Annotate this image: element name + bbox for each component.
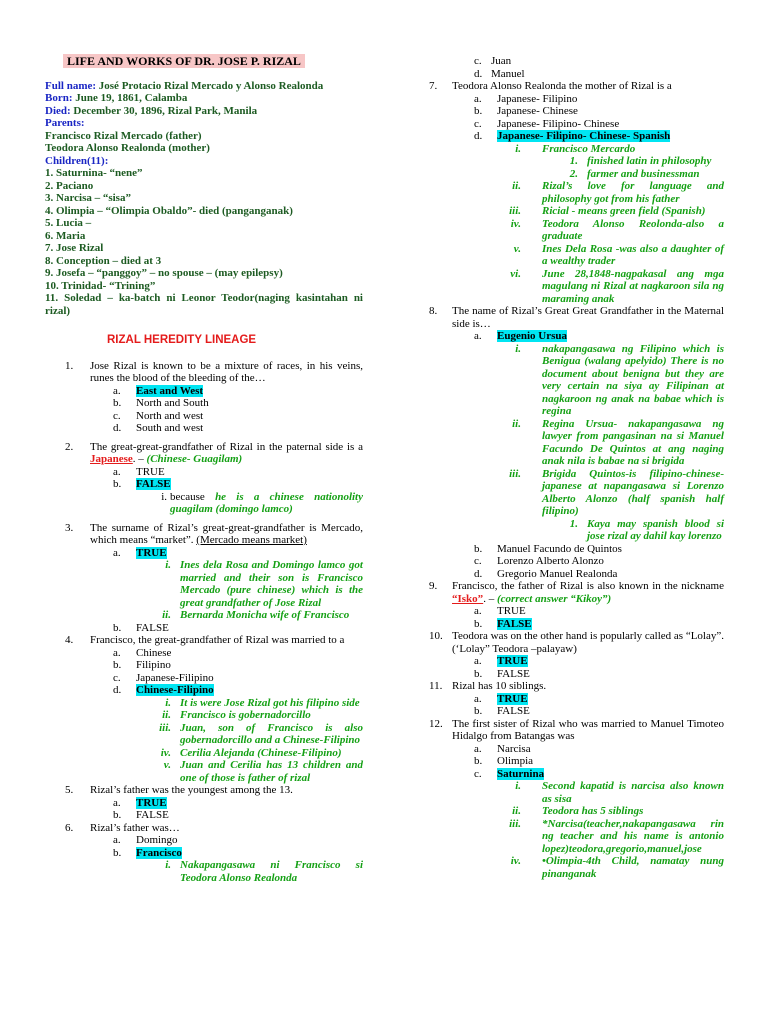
child-item: 7. Jose Rizal: [45, 242, 104, 254]
question-9: 9. Francisco, the father of Rizal is also known in the nickname “Isko”. – (correct answer “Kikoy”): [429, 580, 724, 605]
option: b. Filipino: [113, 659, 171, 671]
sub-note: iv. Teodora Alonso Reolonda-also a graduate: [510, 217, 724, 242]
option: b. Francisco: [113, 846, 182, 859]
option: a. TRUE: [113, 465, 165, 478]
child-item: 1. Saturnina- “nene”: [45, 167, 143, 179]
option: c. North and west: [113, 409, 204, 422]
sub-note: ii. Bernarda Monicha wife of Francisco: [162, 609, 350, 621]
child-item: 6. Maria: [45, 229, 86, 242]
child-item: 9. Josefa – “panggoy” – no spouse – (may epilepsy): [45, 267, 283, 279]
sub-note: i. Nakapangasawa ni Francisco si Teodora Alonso Realonda: [165, 859, 363, 884]
sub-sub-note: 1. Kaya may spanish blood si jose rizal ay dahil kay lorenzo: [569, 517, 724, 542]
sub-note: ii. Rizal’s love for language and philosophy got from his father: [512, 180, 724, 205]
bio-block: Full name: José Protacio Rizal Mercado y Alonso Realonda Born: June 19, 1861, Calamba Died: December 30, 1896, Rizal Park, Manila Parents: Francisco Rizal Mercado (father) Teodora Alonso Realonda (mother) Children(11): 1. Saturnina- “nene” 2. Paciano 3. Narcisa – “sisa” 4. Olimpia – “Olimpia Obaldo”- died (panganganak) 5. Lucia – 6. Maria 7. Jose Rizal 8. Conception – died at 3 9. Josefa – “panggoy” – no spouse – (may epilepsy) 10. Trinidad- “Trining” 11. Soledad – ka-batch ni Leonor Teodor(naging kasintahan ni rizal): [45, 79, 363, 317]
question-4: 4. Francisco, the great-grandfather of Rizal was married to a: [65, 634, 345, 646]
option: b. North and South: [113, 397, 209, 409]
sub-note: v. Ines Dela Rosa -was also a daughter of a wealthy trader: [513, 242, 724, 267]
option: c. Lorenzo Alberto Alonzo: [474, 555, 604, 567]
question-8: 8. The name of Rizal’s Great Great Grandfather in the Maternal side is…: [429, 305, 724, 330]
sub-note: ii. Teodora has 5 siblings: [512, 805, 644, 817]
sub-note: iii. Brigida Quintos-is filipino-chinese-japanese at napangasawa si Lorenzo Alberto Alonzo (half spanish half filipino): [509, 467, 724, 517]
question-11: 11. Rizal has 10 siblings.: [429, 680, 547, 692]
question-7: 7. Teodora Alonso Realonda the mother of Rizal is a: [429, 80, 672, 92]
question-6: 6. Rizal’s father was…: [65, 821, 180, 834]
question-2: 2. The great-great-grandfather of Rizal in the paternal side is a Japanese. – (Chinese- Guagilam): [65, 440, 363, 465]
option: b. FALSE: [113, 809, 169, 821]
child-item: 11. Soledad – ka-batch ni Leonor Teodor(naging kasintahan ni rizal): [45, 292, 363, 317]
sub-note: iv. •Olimpia-4th Child, namatay nung pinanganak: [510, 855, 724, 880]
option: a. Narcisa: [474, 742, 531, 755]
sub-sub-note: 1. finished latin in philosophy: [569, 155, 712, 167]
sub-note: iii. Juan, son of Francisco is also gobernadorcillo and a Chinese-Filipino: [159, 721, 363, 746]
question-5: 5. Rizal’s father was the youngest among the 13.: [65, 784, 293, 796]
mother: Teodora Alonso Realonda (mother): [45, 142, 210, 154]
option: c. Saturnina: [474, 767, 545, 780]
question-10: 10. Teodora was on the other hand is popularly called as “Lolay”. (‘Lolay” Teodora –palayaw): [429, 630, 724, 655]
sub-note: iii. *Narcisa(teacher,nakapangasawa rin ng teacher and his name is antonio lopez)teodora,gregorio,manuel,jose: [509, 817, 724, 855]
sub-note: ii. Regina Ursua- nakapangasawa ng lawyer from pangasinan na si Manuel Facundo De Quintos at ang naging anak nila is babae na si brigida: [512, 417, 724, 467]
child-item: 4. Olimpia – “Olimpia Obaldo”- died (panganganak): [45, 204, 293, 217]
option: d. Chinese-Filipino: [113, 684, 214, 696]
child-item: 5. Lucia –: [45, 217, 92, 229]
option: a. TRUE: [474, 655, 528, 667]
father: Francisco Rizal Mercado (father): [45, 129, 202, 142]
question-12: 12. The first sister of Rizal who was married to Manuel Timoteo Hidalgo from Batangas was: [429, 717, 724, 742]
option: a. Domingo: [113, 834, 178, 846]
option: b. FALSE: [474, 667, 530, 680]
question-1: 1. Jose Rizal is known to be a mixture of races, in his veins, runes the blood of the bleeding of the…: [65, 359, 363, 384]
section-heading: RIZAL HEREDITY LINEAGE: [107, 334, 257, 346]
option: c. Juan: [474, 55, 512, 67]
sub-sub-note: 2. farmer and businessman: [569, 167, 700, 180]
right-column: [429, 55, 724, 880]
sub-note: iv. Cerilia Alejanda (Chinese-Filipino): [160, 746, 342, 759]
option: a. TRUE: [113, 546, 167, 559]
option: c. Japanese-Filipino: [113, 671, 214, 684]
question-3: 3. The surname of Rizal’s great-great-grandfather is Mercado, which means “market”. (Mercado means market): [65, 521, 363, 546]
sub-note: i. nakapangasawa ng Filipino which is Benigua (walang apelyido) There is no document about benigna but they are very certain na siya ay Filipinan at nagkaroon ng anak na babae which is regina: [515, 342, 724, 417]
option: a. East and West: [113, 384, 204, 397]
option: b. FALSE: [474, 705, 530, 717]
option: a. TRUE: [474, 692, 528, 705]
page-title: LIFE AND WORKS OF DR. JOSE P. RIZAL: [63, 55, 363, 68]
sub-note: ii. Francisco is gobernadorcillo: [162, 709, 311, 721]
option: a. Chinese: [113, 646, 172, 659]
option: b. FALSE: [113, 478, 171, 490]
sub-note: i. Francisco Mercardo: [515, 142, 636, 155]
option: c. Japanese- Filipino- Chinese: [474, 117, 620, 130]
option: d. Manuel: [474, 67, 525, 80]
child-item: 8. Conception – died at 3: [45, 254, 162, 267]
option: b. Olimpia: [474, 755, 534, 767]
child-item: 3. Narcisa – “sisa”: [45, 192, 131, 204]
option: d. South and west: [113, 422, 204, 434]
option: a. TRUE: [113, 796, 167, 809]
option: b. Manuel Facundo de Quintos: [474, 542, 622, 555]
option: a. TRUE: [474, 605, 526, 617]
left-column: [45, 0, 363, 884]
sub-note: iii. Ricial - means green field (Spanish): [509, 205, 706, 217]
sub-note: i. Ines dela Rosa and Domingo lamco got married and their son is Francisco Mercado (pure chinese) which is the great grandfather of Jose Rizal: [165, 559, 363, 609]
option: b. FALSE: [113, 621, 169, 634]
option: a. Eugenio Ursua: [474, 330, 567, 342]
option: d. Japanese- Filipino- Chinese- Spanish: [474, 130, 671, 142]
child-item: 2. Paciano: [45, 179, 94, 192]
option: b. Japanese- Chinese: [474, 105, 578, 117]
option: a. Japanese- Filipino: [474, 92, 578, 105]
sub-note: i. Second kapatid is narcisa also known as sisa: [515, 780, 724, 805]
sub-note: vi. June 28,1848-nagpakasal ang mga magulang ni Rizal at nagkaroon sila ng maraming anak: [510, 267, 724, 305]
because-note: i. because he is a chinese nationolity guagilam (domingo lamco): [161, 490, 363, 515]
sub-note: v. Juan and Cerilia has 13 children and one of those is father of rizal: [163, 759, 363, 784]
option: d. Gregorio Manuel Realonda: [474, 567, 618, 580]
option: b. FALSE: [474, 617, 532, 630]
sub-note: i. It is were Jose Rizal got his filipino side: [165, 696, 360, 709]
child-item: 10. Trinidad- “Trining”: [45, 279, 156, 292]
